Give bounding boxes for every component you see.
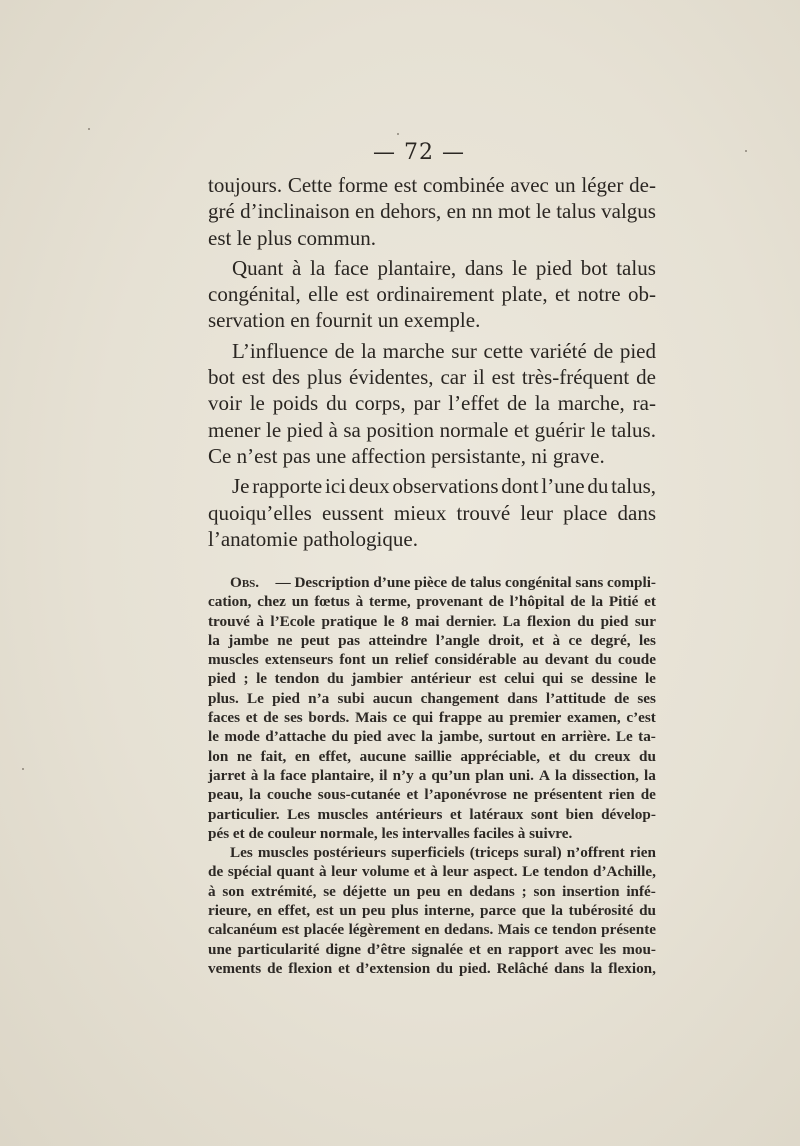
text-line: est le plus commun. — [208, 225, 376, 250]
text-line: calcanéum est placée légèrement en dedans. Mais ce tendon présente — [208, 921, 656, 939]
text-line: l’anatomie pathologique. — [208, 526, 418, 551]
text-line: une particularité digne d’être signalée et en rapport avec les mou- — [208, 940, 656, 958]
text-line: gré d’inclinaison en dehors, en nn mot le talus valgus — [208, 199, 656, 224]
text-line: pés et de couleur normale, les intervalles faciles à suivre. — [208, 824, 573, 842]
text-line: particulier. Les muscles antérieurs et latéraux sont bien dévelop- — [208, 805, 656, 823]
text-line: trouvé à l’Ecole pratique le 8 mai dernier. La flexion du pied sur — [208, 612, 656, 630]
text-line: Je rapporte ici deux observations dont l’une du talus, — [232, 474, 656, 499]
text-line: lon ne fait, en effet, aucune saillie appréciable, et du creux du — [208, 747, 656, 765]
text-line: jarret à la face plantaire, il n’y a qu’un plan uni. A la dissection, la — [208, 766, 656, 784]
paragraph — [208, 172, 656, 251]
text-line: L’influence de la marche sur cette variété de pied — [232, 338, 656, 363]
observation-first-line — [208, 573, 656, 592]
paragraph — [208, 338, 656, 469]
text-line: vements de flexion et d’extension du pied. Relâché dans la flexion, — [208, 959, 656, 977]
paper-speck — [745, 150, 747, 152]
main-body-text — [208, 172, 656, 552]
text-line: Les muscles postérieurs superficiels (triceps sural) n’offrent rien — [230, 844, 656, 862]
text-line: Ce n’est pas une affection persistante, ni grave. — [208, 443, 605, 468]
observation-first-line-text: — Description d’une pièce de talus congénital sans compli- — [275, 574, 656, 591]
page-number: — 72 — — [373, 140, 465, 165]
paper-speck — [397, 133, 399, 135]
text-line: faces et de ses bords. Mais ce qui frappe au premier examen, c’est — [208, 709, 656, 727]
text-line: le mode d’attache du pied avec la jambe, surtout en arrière. Le ta- — [208, 728, 656, 746]
paper-speck — [88, 128, 90, 130]
text-line: à son extrémité, se déjette un peu en dedans ; son insertion infé- — [208, 882, 656, 900]
text-line: servation en fournit un exemple. — [208, 308, 481, 333]
paper-speck — [22, 768, 24, 770]
text-line: peau, la couche sous-cutanée et l’aponévrose ne présentent rien de — [208, 786, 656, 804]
text-line: rieure, en effet, est un peu plus interne, parce que la tubérosité du — [208, 902, 656, 920]
text-line: toujours. Cette forme est combinée avec un léger de- — [208, 173, 656, 197]
text-line: voir le poids du corps, par l’effet de la marche, ra- — [208, 391, 656, 416]
text-line: cation, chez un fœtus à terme, provenant de l’hôpital de la Pitié et — [208, 593, 656, 611]
text-line: quoiqu’elles eussent mieux trouvé leur place dans — [208, 500, 656, 525]
text-line: Quant à la face plantaire, dans le pied bot talus — [232, 255, 656, 280]
observation-label: Obs. — [230, 574, 260, 591]
observation-text — [208, 573, 656, 978]
text-line: plus. Le pied n’a subi aucun changement dans l’attitude de ses — [208, 689, 656, 707]
text-line: bot est des plus évidentes, car il est très-fréquent de — [208, 365, 656, 390]
text-line: congénital, elle est ordinairement plate, et notre ob- — [208, 282, 656, 307]
text-line: la jambe ne peut pas atteindre l’angle droit, et à ce degré, les — [208, 631, 656, 649]
text-line: muscles extenseurs font un relief considérable au devant du coude — [208, 651, 656, 669]
text-line: de spécial quant à leur volume et à leur aspect. Le tendon d’Achille, — [208, 863, 656, 881]
text-line: pied ; le tendon du jambier antérieur est celui qui se dessine le — [208, 670, 656, 688]
paragraph — [208, 473, 656, 552]
paragraph — [208, 255, 656, 334]
text-line: mener le pied à sa position normale et guérir le talus. — [208, 417, 656, 442]
